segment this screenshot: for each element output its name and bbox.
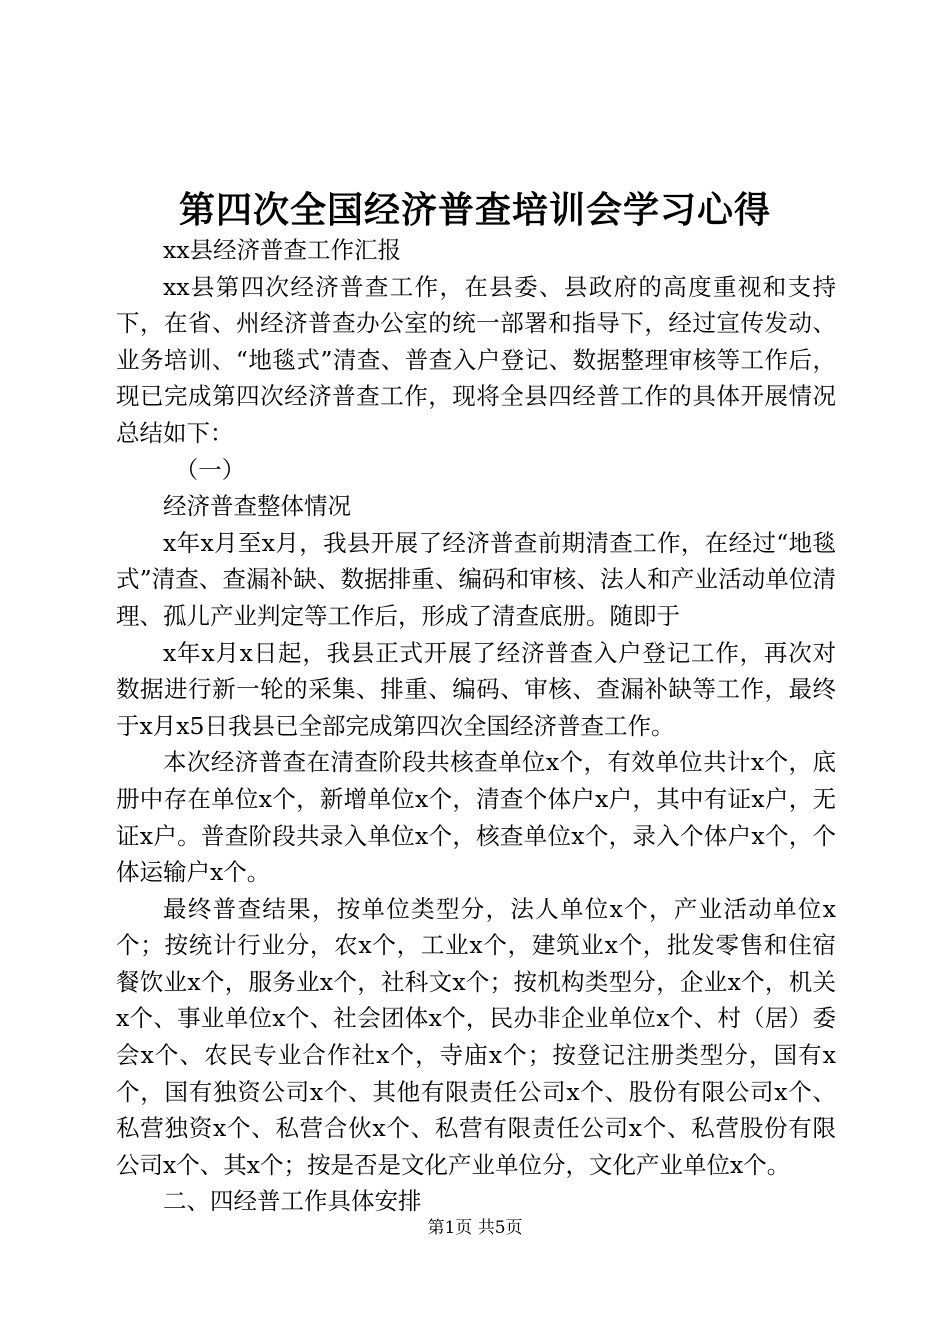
paragraph-report-heading: xx县经济普查工作汇报 xyxy=(163,236,402,264)
paragraph-results: 最终普查结果，按单位类型分，法人单位x个，产业活动单位x个；按统计行业分，农x个，工业x个，建筑业x个，批发零售和住宿餐饮业x个，服务业x个，社科文x个；按机构类型分，企业x个，机关x个、事业单位x个、社会团体x个，民办非企业单位x个、村（居）委会x个、农民专业合作社x个，寺庙x个；按登记注册类型分，国有x个，国有独资公司x个、其他有限责任公司x个、股份有限公司x个、私营独资x个、私营合伙x个、私营有限责任公司x个、私营股份有限公司x个、其x个；按是否是文化产业单位分，文化产业单位x个。 xyxy=(116,894,836,1179)
paragraph-section-two-heading: 二、四经普工作具体安排 xyxy=(163,1187,422,1216)
document-title: 第四次全国经济普查培训会学习心得 xyxy=(178,189,771,231)
document-body xyxy=(116,232,836,1220)
paragraph-section-number: （一） xyxy=(174,455,246,484)
paragraph-clearance: x年x月至x月，我县开展了经济普查前期清查工作，在经过“地毯式”清查、查漏补缺、数据排重、编码和审核、法人和产业活动单位清理、孤儿产业判定等工作后，形成了清查底册。随即于 xyxy=(116,528,836,630)
paragraph-registration: x年x月x日起，我县正式开展了经济普查入户登记工作，再次对数据进行新一轮的采集、排重、编码、审核、查漏补缺等工作，最终于x月x5日我县已全部完成第四次全国经济普查工作。 xyxy=(116,638,836,740)
paragraph-counts: 本次经济普查在清查阶段共核查单位x个，有效单位共计x个，底册中存在单位x个，新增单位x个，清查个体户x户，其中有证x户，无证x户。普查阶段共录入单位x个，核查单位x个，录入个体户x个，个体运输户x个。 xyxy=(116,748,836,887)
paragraph-section-heading: 经济普查整体情况 xyxy=(163,492,351,521)
page-footer: 第1页 共5页 xyxy=(427,1218,523,1238)
paragraph-intro: xx县第四次经济普查工作，在县委、县政府的高度重视和支持下，在省、州经济普查办公室的统一部署和指导下，经过宣传发动、业务培训、“地毯式”清查、普查入户登记、数据整理审核等工作后，现已完成第四次经济普查工作，现将全县四经普工作的具体开展情况总结如下： xyxy=(116,272,836,447)
